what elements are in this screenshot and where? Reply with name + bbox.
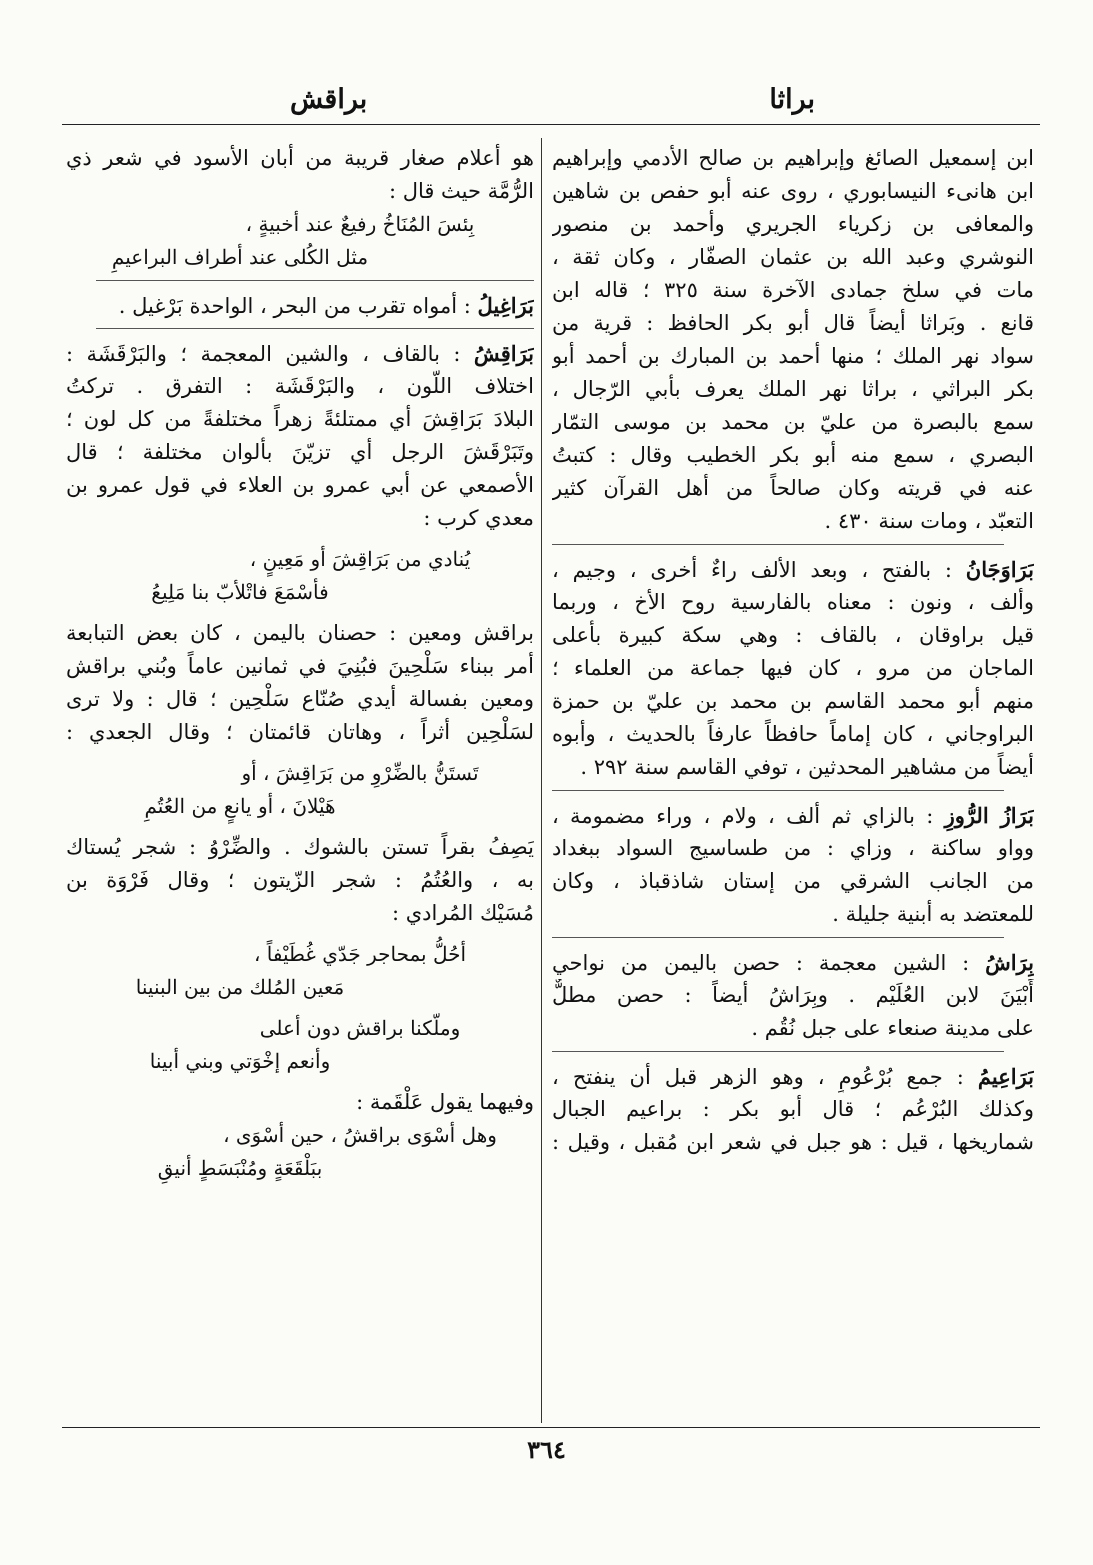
text-line: البلادَ بَرَاقِشَ أي ممتلئةً زهراً مختلفةً من كل لون ؛ bbox=[66, 407, 534, 431]
text-line: البراوجاني ، كان إماماً حافظاً عارفاً بالحديث ، وأبوه bbox=[552, 722, 1034, 746]
headword: بِرَاشُ bbox=[985, 950, 1034, 975]
verse-hemistich: وملّكنا براقش دون أعلى bbox=[259, 1016, 461, 1040]
text-line: معدي كرب : bbox=[423, 506, 534, 530]
text-line: ومعين بفسالة أيدي صُنّاع سَلْحِين ؛ قال : ولا ترى bbox=[66, 687, 534, 711]
text-line: أَبْيَنَ لابن العُلَيْم . وبِرَاشُ أيضاً : حصن مطلٌّ bbox=[552, 983, 1034, 1007]
text-line: النوشري وعبد الله بن عثمان الصفّار ، وكان ثقة ، bbox=[552, 245, 1034, 269]
entry-divider bbox=[96, 328, 534, 329]
headword: بَرَاعِيمُ bbox=[977, 1064, 1034, 1089]
text-line: عنه في قريته وكان صالحاً من أهل القرآن كثير bbox=[552, 476, 1034, 500]
text-line: قانع . وبَراثا أيضاً قال أبو بكر الحافظ : قرية من bbox=[552, 311, 1034, 335]
entry-text: : بالزاي ثم ألف ، ولام ، وراء مضمومة ، bbox=[552, 804, 945, 828]
header-right-word: براثا bbox=[769, 84, 815, 115]
verse-hemistich: بِئسَ المُنَاخُ رفيعٌ عند أخبيةٍ ، bbox=[245, 212, 475, 236]
text-line: قيل براوقان ، بالقاف : وهي سكة كبيرة بأعلى bbox=[552, 623, 1034, 647]
entry-text: : بالقاف ، والشين المعجمة ؛ والبَرْقَشَة : bbox=[66, 342, 474, 366]
entry-text: : أمواه تقرب من البحر ، الواحدة بَرْغيل . bbox=[118, 294, 478, 318]
entry-divider bbox=[552, 937, 1004, 938]
verse-hemistich: يُنادي من بَرَاقِشَ أو مَعِينٍ ، bbox=[249, 547, 471, 571]
verse-hemistich: فأسْمَعَ فاتْلأبّ بنا مَلِيعُ bbox=[151, 580, 329, 604]
verse-hemistich: وهل أسْوَى براقشُ ، حين أسْوَى ، bbox=[223, 1123, 497, 1147]
text-line: الماجان من مرو ، كان فيها جماعة من العلماء ؛ bbox=[552, 656, 1034, 680]
entry-baraghil-line bbox=[66, 289, 534, 322]
entry-text: : جمع بُرْعُومٍ ، وهو الزهر قبل أن ينفتح ، bbox=[552, 1065, 978, 1089]
verse-hemistich: وأنعم إخْوَتي وبني أبينا bbox=[149, 1049, 331, 1073]
verse-hemistich: هَيْلانَ ، أو يانعٍ من العُتُمِ bbox=[144, 794, 336, 818]
text-line: بكر البراثي ، براثا نهر الملك يعرف بأبي الرّجال ، bbox=[552, 377, 1034, 401]
text-line: وألف ، ونون : معناه بالفارسية روح الأخ ، وربما bbox=[552, 590, 1034, 614]
text-line: من الجانب الشرقي من إستان شاذقباذ ، وكان bbox=[552, 869, 1034, 893]
entry-barash-first-line bbox=[552, 946, 1034, 979]
text-line: وتَبَرْقَشَ الرجل أي تزيّنَ بألوان مختلفة ؛ قال bbox=[66, 440, 534, 464]
entry-divider bbox=[552, 1051, 1004, 1052]
entry-divider bbox=[552, 790, 1004, 791]
text-line: التعبّد ، ومات سنة ٤٣٠ . bbox=[824, 509, 1034, 533]
entry-divider bbox=[96, 280, 534, 281]
bottom-rule bbox=[62, 1427, 1040, 1428]
entry-baraz-alruz-first-line bbox=[552, 799, 1034, 832]
headword: بَرَازُ الرُّوزِ bbox=[944, 803, 1034, 828]
text-line: براقش ومعين : حصنان باليمن ، كان بعض التبابعة bbox=[66, 621, 534, 645]
text-line: لسَلْحِين أثراً ، وهاتان قائمتان ؛ وقال الجعدي : bbox=[66, 720, 534, 744]
verse-hemistich: تَستَنُّ بالضِّرْوِ من بَرَاقِشَ ، أو bbox=[241, 761, 479, 785]
top-rule bbox=[62, 124, 1040, 125]
entry-baraqish-first-line bbox=[66, 337, 534, 370]
text-line: أيضاً من مشاهير المحدثين ، توفي القاسم سنة ٢٩٢ . bbox=[580, 755, 1034, 779]
verse-hemistich: مثل الكُلى عند أطراف البراعيمِ bbox=[111, 245, 369, 269]
text-line: ابن هانىء النيسابوري ، روى عنه أبو حفص بن شاهين bbox=[552, 179, 1034, 203]
column-separator bbox=[541, 138, 542, 1423]
text-line: وفيهما يقول عَلْقَمة : bbox=[356, 1090, 534, 1114]
text-line: ابن إسمعيل الصائغ وإبراهيم بن صالح الأدمي وإبراهيم bbox=[552, 146, 1034, 170]
entry-baravajan-first-line bbox=[552, 553, 1034, 586]
text-line: البصري ، سمع منه أبو بكر الخطيب وقال : كتبتُ bbox=[552, 443, 1034, 467]
text-line: الأصمعي عن أبي عمرو بن العلاء في قول عمرو بن bbox=[66, 473, 534, 497]
text-line: وكذلك البُرْعُم ؛ قال أبو بكر : براعيم الجبال bbox=[552, 1097, 1034, 1121]
text-line: مات في سلخ جمادى الآخرة سنة ٣٢٥ ؛ قاله ابن bbox=[552, 278, 1034, 302]
text-line: سواد نهر الملك ؛ منها أحمد بن المبارك بن أحمد أبو bbox=[552, 344, 1034, 368]
headword: بَرَاغِيلُ bbox=[477, 293, 534, 318]
text-line: على مدينة صنعاء على جبل نُقُم . bbox=[751, 1016, 1034, 1040]
entry-text: : بالفتح ، وبعد الألف راءٌ أخرى ، وجيم ، bbox=[552, 558, 966, 582]
page-number: ٣٦٤ bbox=[527, 1435, 566, 1464]
headword: بَرَاقِشُ bbox=[473, 341, 534, 366]
text-line: شماريخها ، قيل : هو جبل في شعر ابن مُقبل ، وقيل : bbox=[552, 1130, 1034, 1154]
text-line: مُسَيْك المُرادي : bbox=[391, 901, 534, 925]
text-line: هو أعلام صغار قريبة من أبان الأسود في شعر ذي bbox=[66, 146, 534, 170]
text-line: الرُّمَّة حيث قال : bbox=[388, 179, 534, 203]
entry-baraim-first-line bbox=[552, 1060, 1034, 1093]
headword: بَرَاوَجَانُ bbox=[965, 557, 1034, 582]
right-column bbox=[552, 142, 1034, 1159]
verse-hemistich: ببَلْقَعَةٍ ومُنْبَسَطٍ أنيقِ bbox=[157, 1156, 323, 1180]
entry-divider bbox=[552, 544, 1004, 545]
header-left-word: براقش bbox=[290, 84, 368, 115]
text-line: سمع بالبصرة من عليّ بن محمد بن موسى التمّار bbox=[552, 410, 1034, 434]
verse-hemistich: أحُلُّ بمحاجر جَدّي غُطَيْفاً ، bbox=[253, 942, 467, 966]
text-line: للمعتضد به أبنية جليلة . bbox=[832, 902, 1034, 926]
text-line: به ، والعُتُمُ : شجر الزّيتون ؛ وقال فَرْوَة بن bbox=[66, 868, 534, 892]
left-column bbox=[66, 142, 534, 1185]
text-line: وواو ساكنة ، وزاي : من طساسيج السواد ببغداد bbox=[552, 836, 1034, 860]
entry-text: : الشين معجمة : حصن باليمن من نواحي bbox=[552, 951, 986, 975]
text-line: منهم أبو محمد القاسم بن محمد بن عليّ بن حمزة bbox=[552, 689, 1034, 713]
text-line: والمعافى بن زكرياء الجريري وأحمد بن منصور bbox=[552, 212, 1034, 236]
text-line: يَصِفُ بقراً تستن بالشوك . والضِّرْوُ : شجر يُستاك bbox=[66, 835, 534, 859]
text-line: اختلاف اللّون ، والبَرْقَشَة : التفرق . تركتُ bbox=[66, 374, 534, 398]
text-line: أمر ببناء سَلْحِينَ فبُنِيَ في ثمانين عاماً وبُني براقش bbox=[66, 654, 534, 678]
verse-hemistich: مَعين المُلك من بين البنينا bbox=[135, 975, 345, 999]
